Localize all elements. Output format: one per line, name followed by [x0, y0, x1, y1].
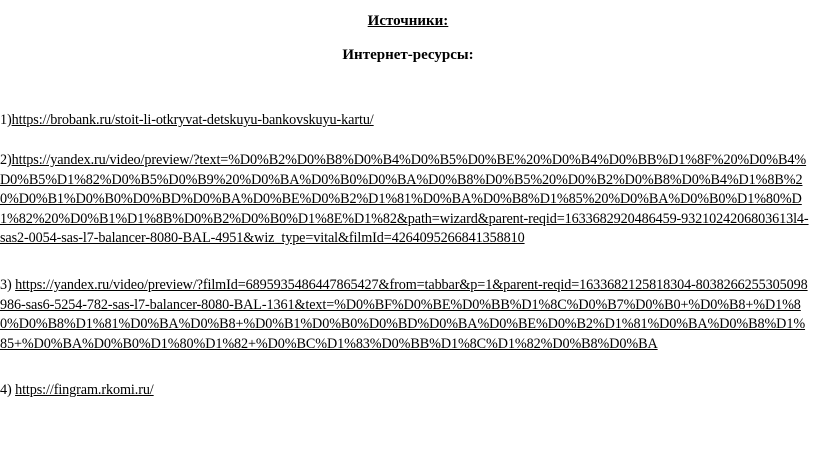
document-subtitle: Интернет-ресурсы:: [342, 47, 474, 63]
reference-item-3: [0, 276, 812, 354]
reference-link[interactable]: https://yandex.ru/video/preview/?text=%D0%B2%D0%B8%D0%B4%D0%B5%D0%BE%20%D0%B4%D0%BB%D1%8F%20%D0%B4%D0%B5%D1%82%D0%B5%D0%B9%20%D0%BA%D0%B0%D0%BA%D0%B8%D0%B5%20%D0%B2%D0%B8%D0%B4%D1%8B%20%D0%B1%D0%B0%D0%BD%D0%BA%D0%BE%D0%B2%D1%81%D0%BA%D0%B8%D1%85%20%D0%BA%D0%B0%D1%80%D1%82%20%D0%B1%D1%8B%D0%B2%D0%B0%D1%8E%D1%82&path=wizard&parent-reqid=1633682920486459-9321024206803613l4-sas2-0054-sas-l7-balancer-8080-BAL-4951&wiz_type=vital&filmId=4264095266841358810: [0, 152, 809, 247]
reference-item-1: [0, 111, 812, 131]
reference-link[interactable]: https://brobank.ru/stoit-li-otkryvat-detskuyu-bankovskuyu-kartu/: [11, 112, 374, 128]
document-title: Источники:: [367, 13, 449, 29]
reference-number: 4): [0, 382, 12, 398]
reference-link[interactable]: https://yandex.ru/video/preview/?filmId=6895935486447865427&from=tabbar&p=1&parent-reqid=1633682125818304-8038266255305098986-sas6-5254-782-sas-l7-balancer-8080-BAL-1361&text=%D0%BF%D0%BE%D0%BB%D1%8C%D0%B7%D0%B0+%D0%B8+%D1%80%D0%B8%D1%81%D0%BA%D0%B8+%D0%B1%D0%B0%D0%BD%D0%BA%D0%BE%D0%B2%D1%81%D0%BA%D0%B8%D1%85+%D0%BA%D0%B0%D1%80%D1%82+%D0%BC%D1%83%D0%BB%D1%8C%D1%82%D0%B8%D0%BA: [0, 277, 808, 352]
reference-item-2: [0, 151, 812, 249]
reference-number: 2): [0, 152, 12, 168]
reference-link[interactable]: https://fingram.rkomi.ru/: [15, 382, 154, 398]
reference-item-4: [0, 381, 812, 401]
reference-number: 1): [0, 112, 12, 128]
reference-number: 3): [0, 277, 12, 293]
